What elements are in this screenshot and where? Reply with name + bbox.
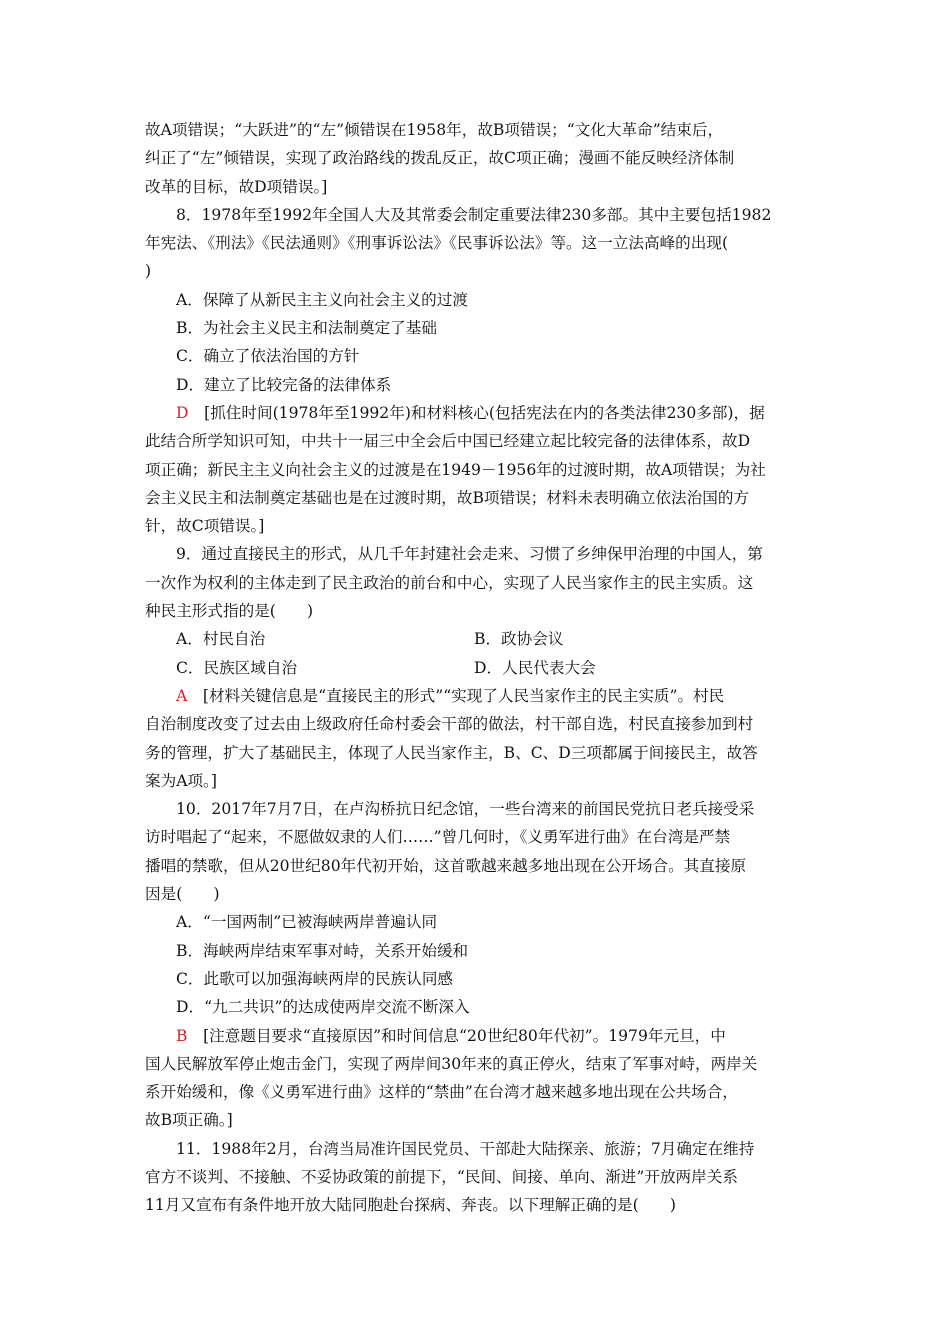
text-line: 故A项错误；“大跃进”的“左”倾错误在1958年，故B项错误；“文化大革命”结束后， [145,121,724,139]
question-stem: 11月又宣布有条件地开放大陆同胞赴台探病、奔丧。以下理解正确的是( ) [145,1196,677,1215]
explanation-line [145,399,805,427]
explanation-text: [注意题目要求“直接原因”和时间信息“20世纪80年代初”。1979年元旦，中 [203,1026,726,1045]
answer-letter: A [176,686,188,705]
question-stem: ) [145,262,152,281]
question-stem: 11．1988年2月，台湾当局准许国民党员、干部赴大陆探亲、旅游；7月确定在维持 [176,1139,755,1158]
explanation-text: [抓住时间(1978年至1992年)和材料核心(包括宪法在内的各类法律230多部)，据 [204,403,765,422]
text-line: 改革的目标，故D项错误。] [145,177,328,196]
question-stem: 访时唱起了“起来，不愿做奴隶的人们……”曾几何时，《义勇军进行曲》在台湾是严禁 [145,828,731,847]
option-c: C．民族区域自治 [176,658,298,677]
explanation-text: [材料关键信息是“直接民主的形式”“实现了人民当家作主的民主实质”。村民 [202,686,725,705]
explanation-line: 项正确；新民主主义向社会主义的过渡是在1949－1956年的过渡时期，故A项错误；为社 [145,460,766,479]
text-line: 纠正了“左”倾错误，实现了政治路线的拨乱反正，故C项正确；漫画不能反映经济体制 [145,149,735,168]
question-stem: 一次作为权利的主体走到了民主政治的前台和中心，实现了人民当家作主的民主实质。这 [145,573,754,592]
prev-explanation [145,116,805,201]
explanation-line: 自治制度改变了过去由上级政府任命村委会干部的做法，村干部自选，村民直接参加到村 [145,715,754,734]
option-a: A．“一国两制”已被海峡两岸普遍认同 [176,913,438,932]
explanation-line [145,682,805,710]
option-c: C．确立了依法治国的方针 [176,347,360,366]
options-row [145,625,805,653]
explanation-line: 务的管理，扩大了基础民主，体现了人民当家作主，B、C、D三项都属于间接民主，故答 [145,743,758,762]
explanation-line: 会主义民主和法制奠定基础也是在过渡时期，故B项错误；材料未表明确立依法治国的方 [145,488,750,507]
explanation-line: 此结合所学知识可知，中共十一届三中全会后中国已经建立起比较完备的法律体系，故D [145,432,751,451]
option-b: B．政协会议 [474,630,564,649]
option-b: B．海峡两岸结束军事对峙，关系开始缓和 [176,941,469,960]
question-stem: 10．2017年7月7日，在卢沟桥抗日纪念馆，一些台湾来的前国民党抗日老兵接受采 [176,800,755,819]
explanation-line: 案为A项。] [145,771,217,790]
question-stem: 播唱的禁歌，但从20世纪80年代初开始，这首歌越来越多地出现在公开场合。其直接原 [145,856,747,875]
question-stem: 因是( ) [145,885,220,904]
option-a: A．保障了从新民主主义向社会主义的过渡 [176,290,468,309]
explanation-line: 针，故C项错误。] [145,517,265,536]
option-c: C．此歌可以加强海峡两岸的民族认同感 [176,969,454,988]
question-10 [145,795,805,1135]
option-b: B．为社会主义民主和法制奠定了基础 [176,319,437,338]
options-row [145,654,805,682]
question-stem: 官方不谈判、不接触、不妥协政策的前提下，“民间、间接、单向、渐进”开放两岸关系 [145,1167,738,1186]
explanation-line [145,1022,805,1050]
option-d: D．“九二共识”的达成使两岸交流不断深入 [176,998,470,1017]
question-stem: 年宪法、《刑法》《民法通则》《刑事诉讼法》《民事诉讼法》等。这一立法高峰的出现( [145,234,729,253]
question-8 [145,201,805,541]
question-stem: 种民主形式指的是( ) [145,602,314,621]
explanation-line: 国人民解放军停止炮击金门，实现了两岸间30年来的真正停火，结束了军事对峙，两岸关 [145,1054,758,1073]
option-d: D．建立了比较完备的法律体系 [176,375,392,394]
question-stem: 9．通过直接民主的形式，从几千年封建社会走来、习惯了乡绅保甲治理的中国人，第 [176,545,763,564]
answer-letter: D [176,403,189,422]
option-d: D．人民代表大会 [474,658,596,677]
question-11 [145,1135,805,1220]
question-9 [145,540,805,795]
option-a: A．村民自治 [176,630,266,649]
explanation-line: 故B项正确。] [145,1111,233,1130]
question-stem: 8．1978年至1992年全国人大及其常委会制定重要法律230多部。其中主要包括1982 [176,205,772,224]
document-page [145,116,805,1220]
answer-letter: B [176,1026,188,1045]
explanation-line: 系开始缓和，像《义勇军进行曲》这样的“禁曲”在台湾才越来越多地出现在公共场合， [145,1083,738,1102]
